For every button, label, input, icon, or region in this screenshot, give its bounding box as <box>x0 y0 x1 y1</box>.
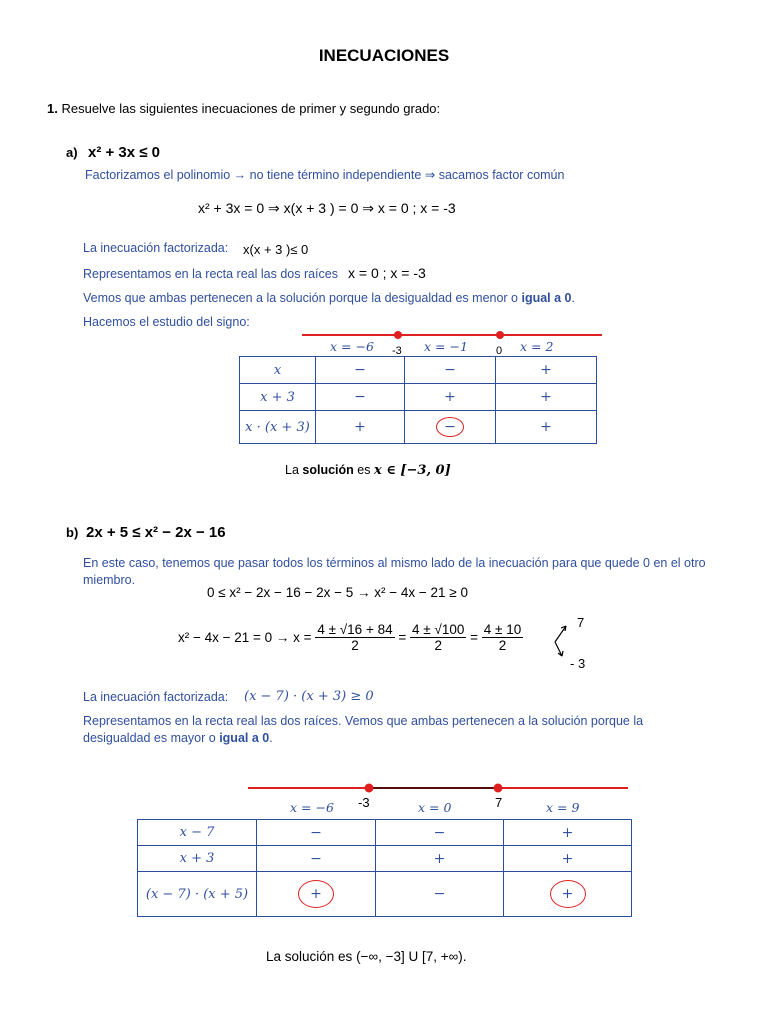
solution-set: (−∞, −3] U [7, +∞). <box>356 949 467 964</box>
root-label: 0 <box>496 345 503 357</box>
sign-cell: − <box>405 357 496 384</box>
part-a-roots-values: x = 0 ; x = -3 <box>348 265 426 281</box>
root-label: -3 <box>392 345 402 357</box>
circle-highlight: − <box>436 417 464 437</box>
row-label: x <box>240 357 316 384</box>
sign-cell: − <box>316 384 405 411</box>
membership-text: Representamos en la recta real las dos raíces. Vemos que ambas pertenecen a la solución porque la desigualdad es mayor o <box>83 714 644 745</box>
circle-highlight: + <box>298 880 334 908</box>
part-a-factored-expr: x(x + 3 )≤ 0 <box>243 242 309 257</box>
part-b-label: b) <box>66 525 79 540</box>
fraction-numerator: 4 ± √100 <box>412 622 465 637</box>
part-b-solution <box>266 949 467 964</box>
branch-root: 7 <box>577 615 585 630</box>
membership-end: . <box>269 731 273 745</box>
sign-cell-circled <box>257 872 376 917</box>
membership-text: Vemos que ambas pertenecen a la solución porque la desigualdad es menor o <box>83 291 522 305</box>
solution-set: x ∈ [−3, 0] <box>373 463 451 478</box>
root-point <box>365 784 374 793</box>
part-b-quadratic <box>178 622 523 653</box>
part-b-number-line <box>246 781 632 795</box>
fraction-numerator: 4 ± √16 + 84 <box>317 622 393 637</box>
part-a-membership <box>83 290 575 307</box>
solution-text: La solución es <box>266 949 353 964</box>
membership-end: . <box>571 291 575 305</box>
sign-cell: + <box>504 820 632 846</box>
part-b-factored-label: La inecuación factorizada: <box>83 690 229 704</box>
table-row <box>240 384 597 411</box>
part-a-line1: Factorizamos el polinomio → no tiene término independiente ⇒ sacamos factor común <box>85 168 565 182</box>
part-b-step: 0 ≤ x² − 2x − 16 − 2x − 5 → x² − 4x − 21 ≥ 0 <box>207 585 468 600</box>
test-point-label: x = 2 <box>520 339 554 354</box>
branch-root: - 3 <box>570 656 586 671</box>
root-label: 7 <box>495 795 503 810</box>
fraction <box>410 622 466 653</box>
row-label: x − 7 <box>138 820 257 846</box>
sign-cell: + <box>316 411 405 444</box>
branch-arrows-icon <box>552 622 572 662</box>
membership-bold: igual a 0 <box>219 731 270 745</box>
table-row <box>240 411 597 444</box>
test-point-label: x = −6 <box>290 800 334 815</box>
part-b-factored-expr: (x − 7) · (x + 3) ≥ 0 <box>244 689 374 704</box>
fraction-denominator: 2 <box>498 638 507 653</box>
test-point-label: x = −6 <box>330 339 374 354</box>
quadratic-lhs: x² − 4x − 21 = 0 → x = <box>178 630 312 645</box>
sign-cell: − <box>316 357 405 384</box>
part-a-solution <box>285 463 451 478</box>
solution-la: La <box>285 463 303 477</box>
membership-bold: igual a 0 <box>521 291 572 305</box>
sign-cell: + <box>496 357 597 384</box>
part-b-intro: En este caso, tenemos que pasar todos los términos al mismo lado de la inecuación para que quede 0 en el otro miembro. <box>83 556 706 587</box>
part-a-sign-table <box>239 356 597 444</box>
sign-cell: − <box>376 872 504 917</box>
table-row <box>138 872 632 917</box>
part-a-study: Hacemos el estudio del signo: <box>83 315 250 329</box>
sign-cell: − <box>257 846 376 872</box>
sign-cell-circled <box>405 411 496 444</box>
row-label: x + 3 <box>240 384 316 411</box>
sign-cell: − <box>376 820 504 846</box>
part-b-sign-table <box>137 819 632 917</box>
root-label: -3 <box>358 795 370 810</box>
solution-bold: solución <box>302 463 354 477</box>
circle-highlight: + <box>550 880 586 908</box>
table-row <box>138 820 632 846</box>
instruction-number: 1. <box>47 101 58 116</box>
sign-cell: + <box>496 384 597 411</box>
fraction <box>315 622 394 653</box>
row-label: (x − 7) · (x + 5) <box>138 872 257 917</box>
root-point <box>494 784 503 793</box>
fraction-numerator: 4 ± 10 <box>483 622 522 637</box>
part-b-inequality: 2x + 5 ≤ x² − 2x − 16 <box>86 524 226 541</box>
part-a-equation: x² + 3x = 0 ⇒ x(x + 3 ) = 0 ⇒ x = 0 ; x = -3 <box>198 200 456 216</box>
fraction-denominator: 2 <box>351 638 359 653</box>
test-point-label: x = 9 <box>546 800 580 815</box>
page-title: INECUACIONES <box>318 46 450 65</box>
instruction <box>47 101 440 116</box>
row-label: x · (x + 3) <box>240 411 316 444</box>
sign-cell: − <box>257 820 376 846</box>
table-row <box>138 846 632 872</box>
part-a-label: a) <box>66 145 78 160</box>
root-point <box>496 331 504 339</box>
test-point-label: x = 0 <box>418 800 452 815</box>
sign-cell: + <box>504 846 632 872</box>
part-b-membership <box>83 713 683 747</box>
table-row <box>240 357 597 384</box>
fraction <box>482 622 523 653</box>
sign-cell: + <box>496 411 597 444</box>
root-point <box>394 331 402 339</box>
equals-sign: = <box>398 630 407 645</box>
sign-cell-circled <box>504 872 632 917</box>
part-a-factored-label: La inecuación factorizada: <box>83 241 229 255</box>
sign-cell: + <box>405 384 496 411</box>
fraction-denominator: 2 <box>434 638 442 653</box>
row-label: x + 3 <box>138 846 257 872</box>
part-a-inequality: x² + 3x ≤ 0 <box>88 144 161 161</box>
test-point-label: x = −1 <box>424 339 468 354</box>
part-a-roots-text: Representamos en la recta real las dos raíces <box>83 267 338 281</box>
instruction-text: Resuelve las siguientes inecuaciones de primer y segundo grado: <box>61 101 441 116</box>
sign-cell: + <box>376 846 504 872</box>
solution-es: es <box>353 463 374 477</box>
equals-sign: = <box>470 630 479 645</box>
